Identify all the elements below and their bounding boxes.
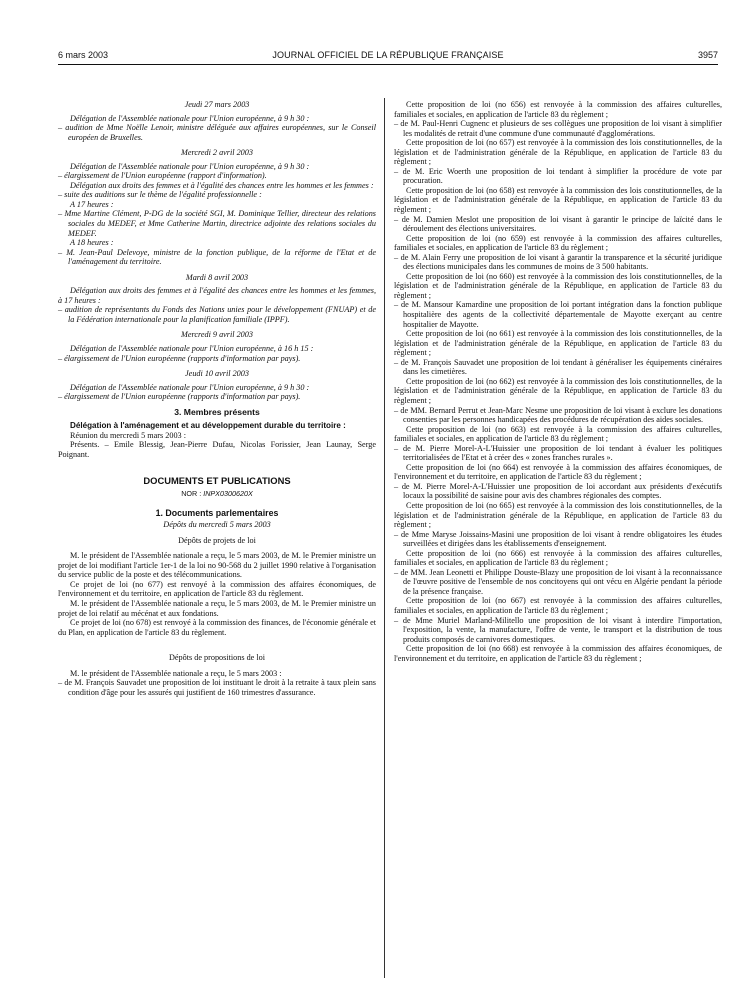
delegation-line: Délégation de l'Assemblée nationale pour l'Union européenne, à 9 h 30 : [70,161,310,171]
paragraph: M. le président de l'Assemblée nationale a reçu, le 5 mars 2003, de M. le Premier ministre un projet de loi modifiant l'article 1er-1 de la loi no 90-568 du 2 juillet 1990 relative à l'organisation du service public de la poste et des télécommunications. [58,551,376,580]
paragraph: Cette proposition de loi (no 666) est renvoyée à la commission des affaires culturelles, familiales et sociales, en application de l'article 83 du règlement ; [394,548,722,568]
agenda-item: – élargissement de l'Union européenne (rapport d'information). [58,171,267,181]
nor-reference: NOR : INPX0300620X [181,489,253,499]
header-journal-title: JOURNAL OFFICIEL DE LA RÉPUBLIQUE FRANÇAISE [272,50,504,60]
paragraph: Cette proposition de loi (no 662) est renvoyée à la commission des lois constitutionnelles, de la législation et de l'administration générale de la République, en application de l'article 83 du règlement ; [394,376,722,405]
paragraph: M. le président de l'Assemblée nationale a reçu, le 5 mars 2003 : [70,668,282,678]
paragraph: M. le président de l'Assemblée nationale a reçu, le 5 mars 2003, de M. le Premier ministre un projet de loi relatif au mécénat et aux fondations. [58,598,376,618]
delegation-bold: Délégation à l'aménagement et au développement durable du territoire : [70,421,346,431]
date-heading: Mercredi 9 avril 2003 [181,330,253,340]
date-heading: Mardi 8 avril 2003 [185,272,249,282]
paragraph: – de M. François Sauvadet une proposition de loi instituant le droit à la retraite à taux plein sans condition d'âge pour les assurés qui justifient de 160 trimestres d'assurance. [58,678,376,697]
right-column [394,100,722,663]
list-item: – de M. François Sauvadet une proposition de loi tendant à généraliser les équipements cinéraires dans les cimetières. [394,357,722,377]
list-item: – de MM. Jean Leonetti et Philippe Douste-Blazy une proposition de loi visant à la reconnaissance de l'œuvre positive de l'ensemble de nos concitoyens qui ont vécu en Algérie pendant la période de la présence française. [394,567,722,596]
agenda-item: – audition de Mme Noëlle Lenoir, ministre déléguée aux affaires européennes, sur le Conseil européen de Bruxelles. [58,123,376,142]
paragraph: Cette proposition de loi (no 657) est renvoyée à la commission des lois constitutionnelles, de la législation et de l'administration générale de la République, en application de l'article 83 du règlement ; [394,138,722,167]
date-heading: Mercredi 2 avril 2003 [181,148,253,158]
list-item: – de Mme Muriel Marland-Militello une proposition de loi visant à interdire l'importation, l'exposition, la vente, la manufacture, l'offre de vente, le transport et la distribution de tous produits composés de carnivores domestiques. [394,615,722,644]
delegation-line: Délégation de l'Assemblée nationale pour l'Union européenne, à 16 h 15 : [70,344,314,354]
section-heading-membres: 3. Membres présents [174,406,260,417]
reunion-line: Réunion du mercredi 5 mars 2003 : [70,430,186,440]
subsection-title: 1. Documents parlementaires [155,507,279,518]
page-header [58,50,718,64]
paragraph: Cette proposition de loi (no 665) est renvoyée à la commission des lois constitutionnelles, de la législation et de l'administration générale de la République, en application de l'article 83 du règlement ; [394,500,722,530]
list-item: – de M. Paul-Henri Cugnenc et plusieurs de ses collègues une proposition de loi visant à simplifier les modalités de retrait d'une commune d'une communauté d'agglomérations. [394,119,722,138]
list-item: – de M. Mansour Kamardine une proposition de loi portant intégration dans la fonction publique hospitalière des agents de la collectivité départementale de Mayotte exerçant au centre hospitalier de Mayotte. [394,300,722,329]
date-heading: Jeudi 27 mars 2003 [184,100,250,109]
agenda-item: – élargissement de l'Union européenne (rapports d'information par pays). [58,353,301,363]
paragraph: Cette proposition de loi (no 656) est renvoyée à la commission des affaires culturelles, familiales et sociales, en application de l'article 83 du règlement ; [394,100,722,119]
paragraph: Ce projet de loi (no 677) est renvoyé à la commission des affaires économiques, de l'environnement et du territoire, en application de l'article 83 du règlement. [58,579,376,599]
paragraph: Cette proposition de loi (no 664) est renvoyée à la commission des affaires économiques, de l'environnement et du territoire, en application de l'article 83 du règlement ; [394,462,722,482]
depots-date: Dépôts du mercredi 5 mars 2003 [163,520,271,530]
agenda-item: – élargissement de l'Union européenne (rapports d'information par pays). [58,392,301,402]
header-rule [58,64,718,65]
list-item: – de M. Pierre Morel-A-L'Huissier une proposition de loi tendant à évaluer les politiques territorialisées de l'Etat et à créer des « zones franches rurales ». [394,443,722,463]
paragraph: Cette proposition de loi (no 659) est renvoyée à la commission des affaires culturelles, familiales et sociales, en application de l'article 83 du règlement ; [394,233,722,253]
column-divider [384,98,385,978]
delegation-line: Délégation de l'Assemblée nationale pour l'Union européenne, à 9 h 30 : [70,382,310,392]
paragraph: Cette proposition de loi (no 658) est renvoyée à la commission des lois constitutionnelles, de la législation et de l'administration générale de la République, en application de l'article 83 du règlement ; [394,185,722,215]
paragraph: Cette proposition de loi (no 660) est renvoyée à la commission des lois constitutionnelles, de la législation et de l'administration générale de la République, en application de l'article 83 du règlement ; [394,271,722,300]
delegation-line: Délégation aux droits des femmes et à l'égalité des chances entre les hommes et les femmes : [70,180,374,190]
agenda-item: – Mme Martine Clément, P-DG de la société SGI, M. Dominique Tellier, directeur des relations sociales du MEDEF, et Mme Catherine Martin, directrice adjointe des relations sociales du MEDEF. [58,209,376,238]
date-heading: Jeudi 10 avril 2003 [185,369,249,379]
list-item: – de M. Eric Woerth une proposition de loi tendant à simplifier la procédure de vote par procuration. [394,166,722,186]
members-present: Présents. – Emile Blessig, Jean-Pierre Dufau, Nicolas Forissier, Jean Launay, Serge Poignant. [58,440,376,459]
paragraph: Cette proposition de loi (no 667) est renvoyée à la commission des affaires culturelles, familiales et sociales, en application de l'article 83 du règlement ; [394,596,722,615]
agenda-item: – suite des auditions sur le thème de l'égalité professionnelle : [58,190,262,200]
paragraph: Cette proposition de loi (no 663) est renvoyée à la commission des affaires culturelles, familiales et sociales, en application de l'article 83 du règlement ; [394,424,722,444]
agenda-item: – M. Jean-Paul Delevoye, ministre de la fonction publique, de la réforme de l'Etat et de l'aménagement du territoire. [58,247,376,267]
delegation-line: Délégation aux droits des femmes et à l'égalité des chances entre les hommes et les femmes, à 17 heures : [58,286,376,305]
section-title-documents: DOCUMENTS ET PUBLICATIONS [143,474,291,486]
paragraph: Ce projet de loi (no 678) est renvoyé à la commission des finances, de l'économie générale et du Plan, en application de l'article 83 du règlement. [58,618,376,637]
delegation-line: Délégation de l'Assemblée nationale pour l'Union européenne, à 9 h 30 : [70,113,310,123]
depots-projets-heading: Dépôts de projets de loi [178,535,256,545]
time-line: A 18 heures : [70,238,114,248]
list-item: – de M. Damien Meslot une proposition de loi visant à garantir le principe de laïcité dans le déroulement des élections universitaires. [394,214,722,234]
header-page-number: 3957 [697,50,718,60]
paragraph: Cette proposition de loi (no 668) est renvoyée à la commission des affaires économiques, de l'environnement et du territoire, en application de l'article 83 du règlement ; [394,644,722,663]
list-item: – de MM. Bernard Perrut et Jean-Marc Nesme une proposition de loi visant à exclure les donations consenties par les personnes handicapées des procédures de récupération des aides sociales. [394,405,722,425]
list-item: – de M. Alain Ferry une proposition de loi visant à garantir la transparence et la sécurité juridique des élections municipales dans les communes de moins de 3 500 habitants. [394,252,722,272]
agenda-item: – audition de représentants du Fonds des Nations unies pour le développement (FNUAP) et de la Fédération internationale pour la planification familiale (IPPF). [58,305,376,324]
depots-propositions-heading: Dépôts de propositions de loi [169,653,265,663]
header-date: 6 mars 2003 [58,50,109,60]
time-line: A 17 heures : [70,199,114,209]
left-column [58,100,376,697]
list-item: – de Mme Maryse Joissains-Masini une proposition de loi visant à rendre obligatoires les études surveillées et dirigées dans les établissements d'enseignement. [394,529,722,549]
list-item: – de M. Pierre Morel-A-L'Huissier une proposition de loi accordant aux présidents d'exécutifs locaux la possibilité de saisine pour avis des chambres régionales des comptes. [394,481,722,501]
paragraph: Cette proposition de loi (no 661) est renvoyée à la commission des lois constitutionnelles, de la législation et de l'administration générale de la République, en application de l'article 83 du règlement ; [394,329,722,358]
